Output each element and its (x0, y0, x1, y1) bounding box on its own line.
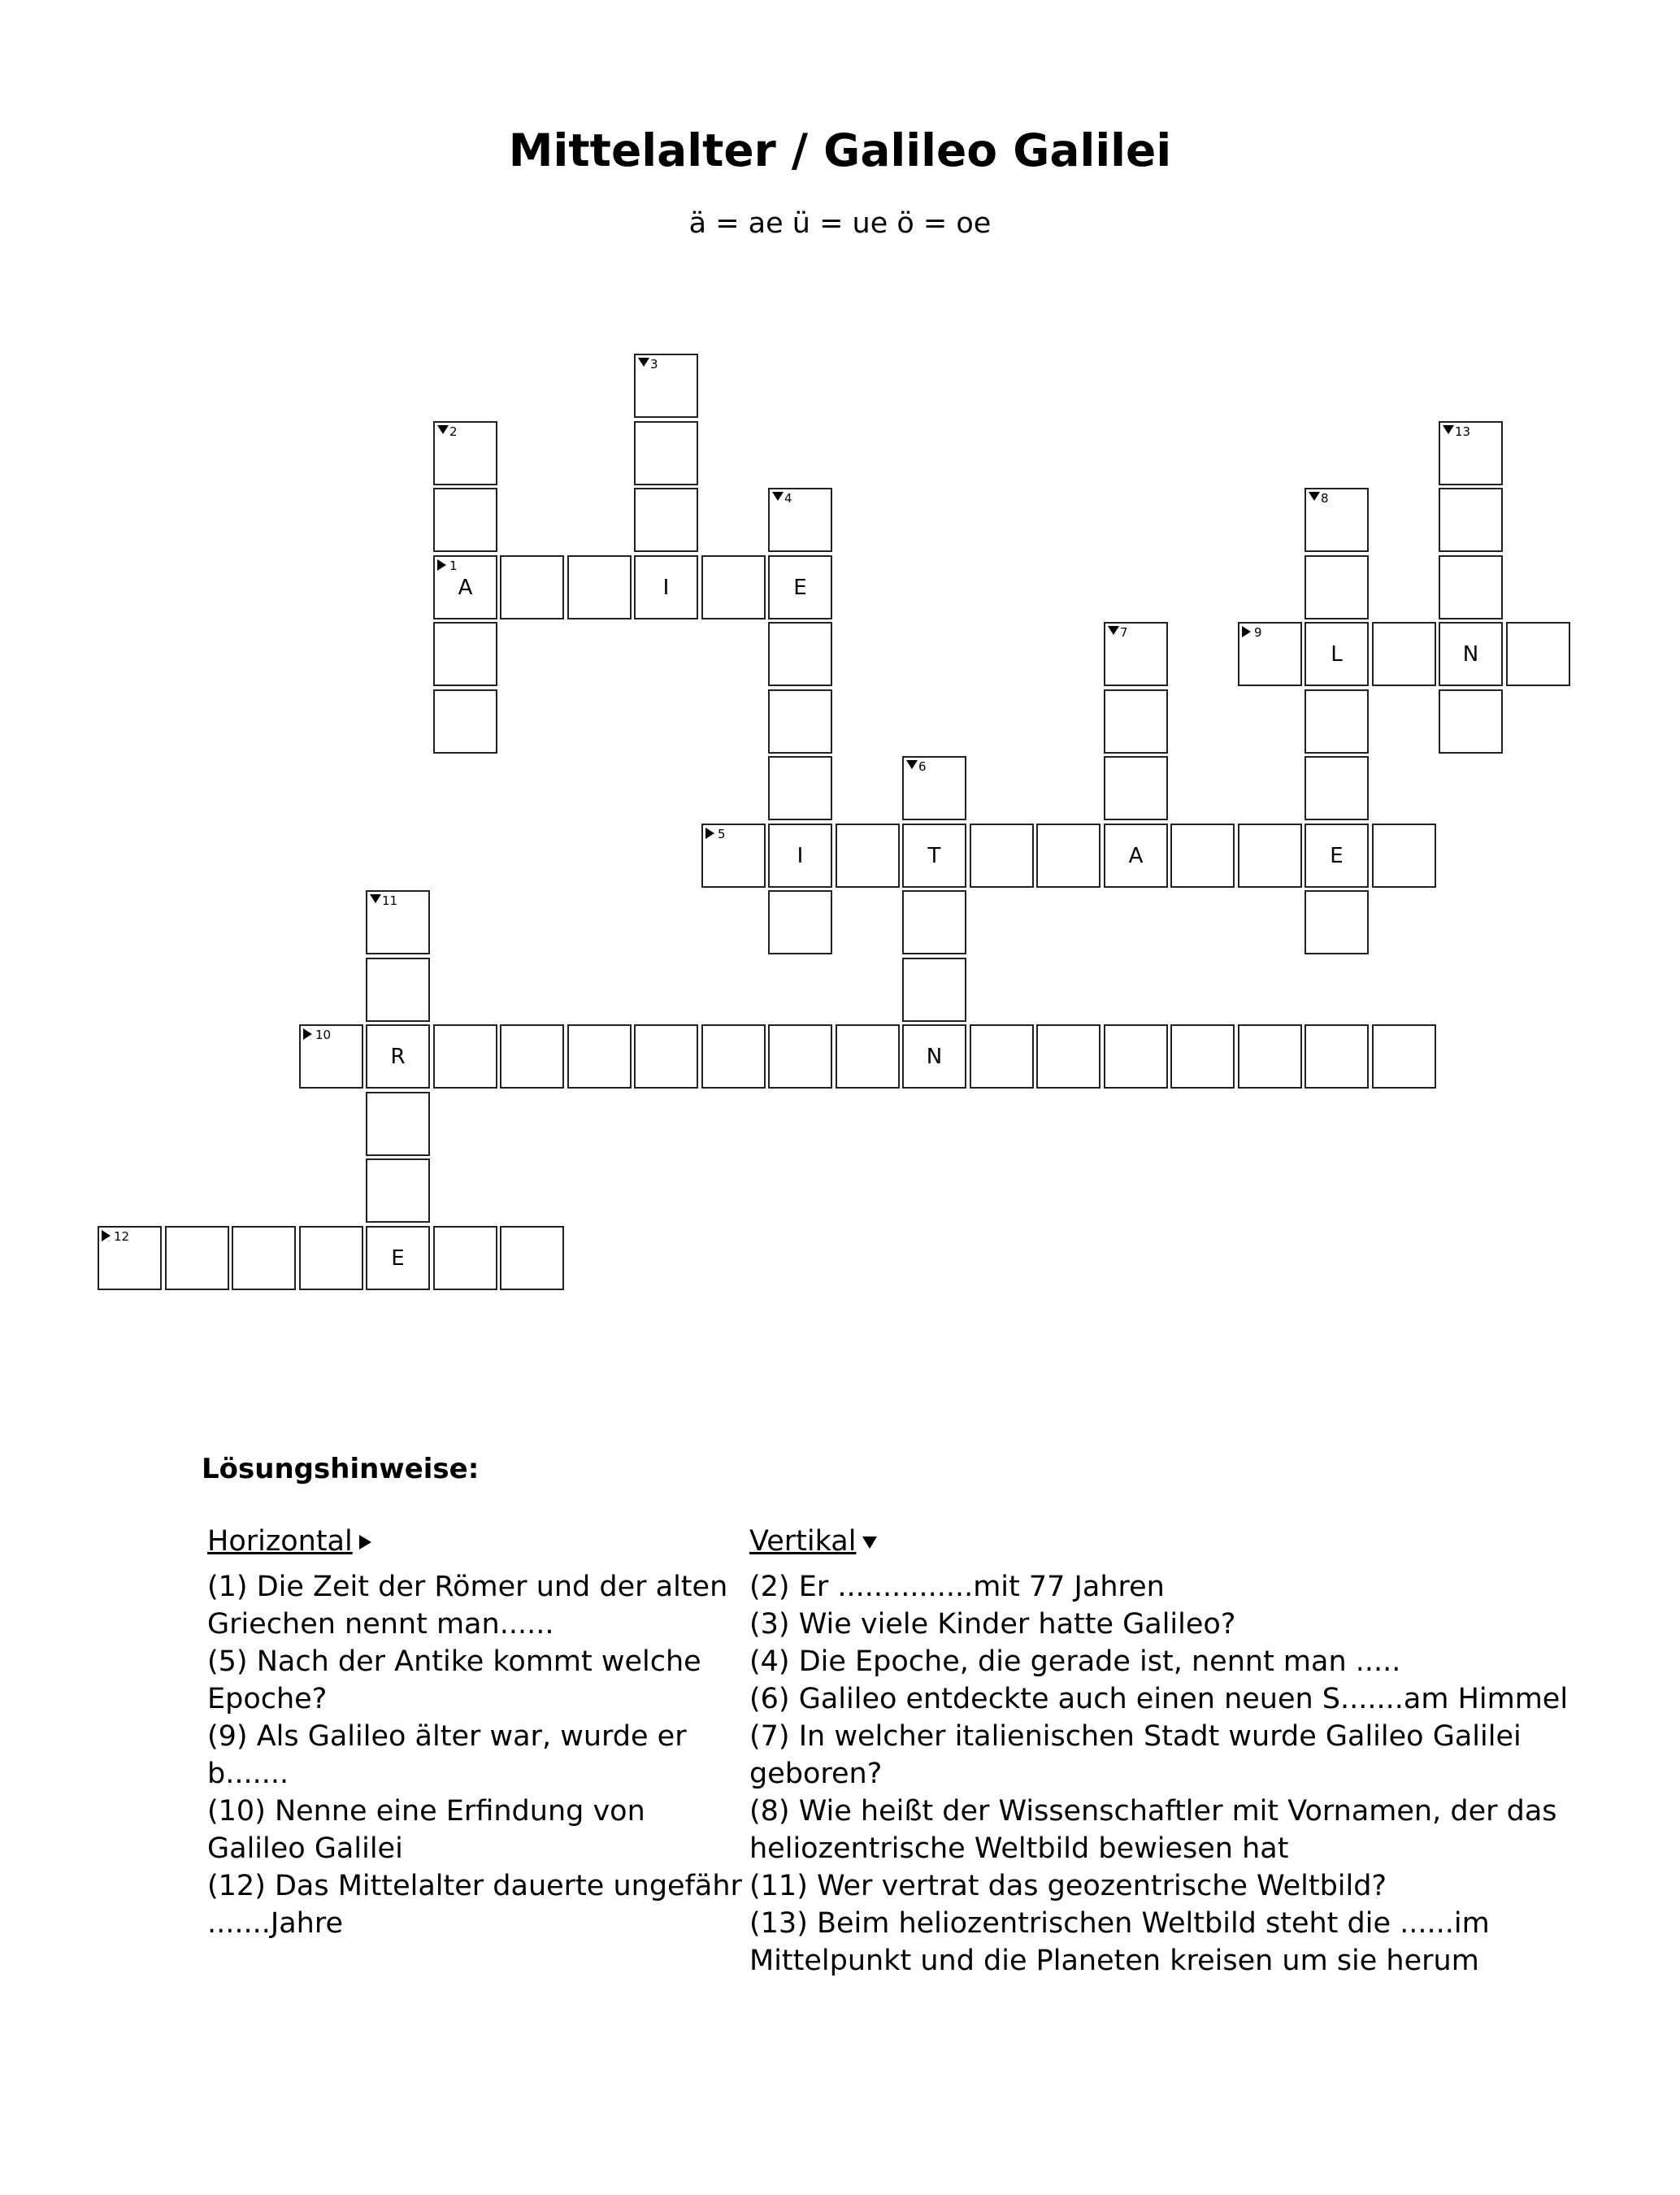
cell-letter (1440, 691, 1501, 752)
cell-letter (301, 1228, 362, 1289)
crossword-cell[interactable] (902, 824, 966, 888)
cell-letter (1306, 758, 1367, 819)
cell-letter (770, 489, 831, 550)
crossword-cell[interactable] (768, 689, 832, 754)
cell-letter (770, 691, 831, 752)
crossword-cell[interactable] (299, 1226, 363, 1290)
clue-number: 1 (449, 559, 458, 573)
cell-letter (1172, 1026, 1233, 1087)
crossword-cell[interactable] (433, 555, 497, 619)
crossword-cell[interactable] (98, 1226, 162, 1290)
crossword-cell[interactable] (433, 1024, 497, 1089)
clue-number: 7 (1120, 625, 1128, 640)
cell-letter: A (458, 575, 473, 600)
cell-letter (233, 1228, 294, 1289)
crossword-cell[interactable] (634, 1024, 698, 1089)
cell-letter: E (793, 575, 807, 600)
cell-letter (904, 959, 965, 1020)
cell-letter (1239, 825, 1300, 886)
crossword-cell[interactable] (1304, 555, 1369, 619)
cell-letter: E (391, 1245, 405, 1271)
crossword-cell[interactable] (1104, 689, 1168, 754)
clue-item: (12) Das Mittelalter dauerte ungefähr .......Jahre (207, 1870, 742, 1940)
cell-letter (1440, 489, 1501, 550)
cell-letter (1440, 557, 1501, 618)
cell-letter (501, 1228, 562, 1289)
crossword-cell[interactable] (433, 488, 497, 552)
crossword-cell[interactable] (1439, 488, 1503, 552)
cell-letter: I (662, 575, 670, 600)
crossword-cell[interactable] (970, 1024, 1034, 1089)
crossword-cell[interactable] (902, 1024, 966, 1089)
crossword-cell[interactable] (1372, 622, 1436, 686)
cell-letter (971, 825, 1032, 886)
crossword-cell[interactable] (1304, 824, 1369, 888)
cell-letter (971, 1026, 1032, 1087)
clue-item: (6) Galileo entdeckte auch einen neuen S.......am Himmel (749, 1683, 1569, 1715)
cell-letter (367, 892, 428, 953)
cell-letter (636, 1026, 697, 1087)
vertical-label: Vertikal (749, 1525, 857, 1558)
clue-item: (2) Er ...............mit 77 Jahren (749, 1571, 1165, 1603)
crossword-cell[interactable] (1439, 622, 1503, 686)
crossword-cell[interactable] (1304, 890, 1369, 954)
cell-letter (1038, 825, 1099, 886)
crossword-cell[interactable] (1170, 1024, 1235, 1089)
cell-letter (703, 1026, 764, 1087)
crossword-cell[interactable] (634, 555, 698, 619)
cell-letter (770, 1026, 831, 1087)
cell-letter (569, 557, 630, 618)
clue-number: 9 (1254, 625, 1262, 640)
cell-letter (770, 758, 831, 819)
clue-number: 10 (315, 1028, 332, 1042)
cell-letter (1508, 624, 1569, 685)
cell-letter (435, 489, 496, 550)
cell-letter: A (1128, 843, 1144, 868)
crossword-cell[interactable] (634, 421, 698, 485)
cell-letter (1172, 825, 1233, 886)
crossword-cell[interactable] (902, 756, 966, 820)
cell-letter (99, 1228, 160, 1289)
clue-number: 12 (114, 1229, 130, 1244)
cell-letter (636, 423, 697, 484)
cell-letter (569, 1026, 630, 1087)
crossword-cell[interactable] (1506, 622, 1570, 686)
crossword-cell[interactable] (768, 756, 832, 820)
horizontal-clues (207, 1523, 744, 1942)
crossword-cell[interactable] (1104, 622, 1168, 686)
clue-item: (5) Nach der Antike kommt welche Epoche? (207, 1645, 701, 1715)
crossword-cell[interactable] (1304, 488, 1369, 552)
crossword-cell[interactable] (1304, 1024, 1369, 1089)
cell-letter (501, 1026, 562, 1087)
cell-letter (837, 1026, 898, 1087)
crossword-cell[interactable] (768, 555, 832, 619)
crossword-cell[interactable] (634, 488, 698, 552)
cell-letter (367, 1160, 428, 1221)
hints-heading: Lösungshinweise: (202, 1453, 480, 1485)
crossword-cell[interactable] (299, 1024, 363, 1089)
crossword-cell[interactable] (1104, 756, 1168, 820)
cell-letter (636, 489, 697, 550)
cell-letter (1239, 624, 1300, 685)
cell-letter (1374, 825, 1435, 886)
crossword-cell[interactable] (1238, 1024, 1302, 1089)
cell-letter (770, 624, 831, 685)
cell-letter (703, 825, 764, 886)
cell-letter: I (797, 843, 804, 868)
cell-letter (703, 557, 764, 618)
cell-letter (1105, 758, 1166, 819)
cell-letter (435, 691, 496, 752)
crossword-cell[interactable] (366, 958, 430, 1022)
crossword-cell[interactable] (836, 1024, 900, 1089)
crossword-cell[interactable] (836, 824, 900, 888)
crossword-cell[interactable] (701, 824, 766, 888)
crossword-cell[interactable] (1238, 622, 1302, 686)
crossword-cell[interactable] (500, 1024, 564, 1089)
crossword-cell[interactable] (433, 622, 497, 686)
clue-item: (13) Beim heliozentrischen Weltbild steht die ......im Mittelpunkt und die Planeten kreisen um sie herum (749, 1907, 1490, 1977)
crossword-cell[interactable] (1372, 1024, 1436, 1089)
clue-number: 3 (650, 357, 658, 372)
vertical-heading (749, 1523, 1660, 1560)
umlaut-note: ä = ae ü = ue ö = oe (688, 207, 992, 240)
clue-number: 11 (382, 893, 398, 908)
cell-letter: N (926, 1044, 943, 1069)
clue-number: 5 (718, 827, 726, 841)
crossword-cell[interactable] (768, 824, 832, 888)
crossword-cell[interactable] (701, 555, 766, 619)
cell-letter (301, 1026, 362, 1087)
cell-letter (904, 758, 965, 819)
cell-letter (837, 825, 898, 886)
cell-letter (1306, 1026, 1367, 1087)
cell-letter (904, 892, 965, 953)
cell-letter (1440, 423, 1501, 484)
crossword-cell[interactable] (1238, 824, 1302, 888)
cell-letter (1105, 624, 1166, 685)
crossword-cell[interactable] (1439, 555, 1503, 619)
vertical-clues (749, 1523, 1660, 1980)
crossword-cell[interactable] (1036, 824, 1100, 888)
clue-number: 8 (1321, 491, 1329, 506)
crossword-cell[interactable] (567, 1024, 632, 1089)
cell-letter: R (390, 1044, 406, 1069)
cell-letter (1105, 1026, 1166, 1087)
crossword-cell[interactable] (1304, 689, 1369, 754)
crossword-cell[interactable] (433, 689, 497, 754)
cell-letter (1374, 624, 1435, 685)
clue-number: 2 (449, 424, 458, 439)
crossword-cell[interactable] (1304, 756, 1369, 820)
cell-letter (636, 355, 697, 416)
crossword-cell[interactable] (366, 890, 430, 954)
cell-letter (1105, 691, 1166, 752)
clue-item: (4) Die Epoche, die gerade ist, nennt man ..... (749, 1645, 1401, 1678)
cell-letter: N (1462, 641, 1479, 667)
vertical-clue-list (749, 1568, 1660, 1980)
crossword-cell[interactable] (165, 1226, 229, 1290)
crossword-cell[interactable] (1304, 622, 1369, 686)
crossword-cell[interactable] (1104, 1024, 1168, 1089)
clue-item: (3) Wie viele Kinder hatte Galileo? (749, 1608, 1236, 1641)
cell-letter (435, 423, 496, 484)
crossword-cell[interactable] (366, 1024, 430, 1089)
cell-letter: L (1331, 641, 1343, 667)
cell-letter (167, 1228, 228, 1289)
right-arrow-icon (359, 1535, 371, 1550)
crossword-cell[interactable] (366, 1092, 430, 1156)
cell-letter (1306, 489, 1367, 550)
crossword-cell[interactable] (567, 555, 632, 619)
crossword-cell[interactable] (1170, 824, 1235, 888)
cell-letter: E (1330, 843, 1344, 868)
crossword-cell[interactable] (500, 1226, 564, 1290)
cell-letter: T (927, 843, 941, 868)
cell-letter (1306, 557, 1367, 618)
cell-letter (367, 1093, 428, 1154)
crossword-cell[interactable] (768, 890, 832, 954)
clue-item: (11) Wer vertrat das geozentrische Weltbild? (749, 1870, 1387, 1902)
horizontal-heading (207, 1523, 744, 1560)
crossword-cell[interactable] (970, 824, 1034, 888)
crossword-cell[interactable] (232, 1226, 296, 1290)
cell-letter (770, 892, 831, 953)
crossword-cell[interactable] (1104, 824, 1168, 888)
cell-letter (501, 557, 562, 618)
cell-letter (1306, 892, 1367, 953)
crossword-cell[interactable] (768, 622, 832, 686)
crossword-cell[interactable] (433, 1226, 497, 1290)
clue-item: (7) In welcher italienischen Stadt wurde Galileo Galilei geboren? (749, 1720, 1522, 1790)
horizontal-clue-list (207, 1568, 744, 1942)
crossword-cell[interactable] (366, 1158, 430, 1223)
crossword-cell[interactable] (634, 354, 698, 418)
cell-letter (1374, 1026, 1435, 1087)
crossword-cell[interactable] (768, 488, 832, 552)
clue-item: (1) Die Zeit der Römer und der alten Griechen nennt man...... (207, 1571, 728, 1641)
page-title: Mittelalter / Galileo Galilei (508, 124, 1172, 176)
crossword-cell[interactable] (1036, 1024, 1100, 1089)
cell-letter (435, 1026, 496, 1087)
crossword-cell[interactable] (1372, 824, 1436, 888)
cell-letter (367, 959, 428, 1020)
clue-number: 6 (918, 759, 927, 774)
clue-item: (8) Wie heißt der Wissenschaftler mit Vornamen, der das heliozentrische Weltbild bewiesen hat (749, 1795, 1557, 1865)
crossword-cell[interactable] (701, 1024, 766, 1089)
cell-letter (435, 1228, 496, 1289)
clue-number: 13 (1455, 424, 1471, 439)
cell-letter (1038, 1026, 1099, 1087)
crossword-cell[interactable] (768, 1024, 832, 1089)
clue-item: (9) Als Galileo älter war, wurde er b....... (207, 1720, 687, 1790)
crossword-cell[interactable] (902, 890, 966, 954)
clue-item: (10) Nenne eine Erfindung von Galileo Galilei (207, 1795, 645, 1865)
crossword-cell[interactable] (433, 421, 497, 485)
crossword-cell[interactable] (902, 958, 966, 1022)
crossword-cell[interactable] (1439, 421, 1503, 485)
horizontal-label: Horizontal (207, 1525, 353, 1558)
cell-letter (435, 624, 496, 685)
cell-letter (1239, 1026, 1300, 1087)
crossword-cell[interactable] (500, 555, 564, 619)
cell-letter (1306, 691, 1367, 752)
crossword-cell[interactable] (1439, 689, 1503, 754)
clue-number: 4 (784, 491, 792, 506)
crossword-cell[interactable] (366, 1226, 430, 1290)
down-arrow-icon (862, 1536, 877, 1549)
